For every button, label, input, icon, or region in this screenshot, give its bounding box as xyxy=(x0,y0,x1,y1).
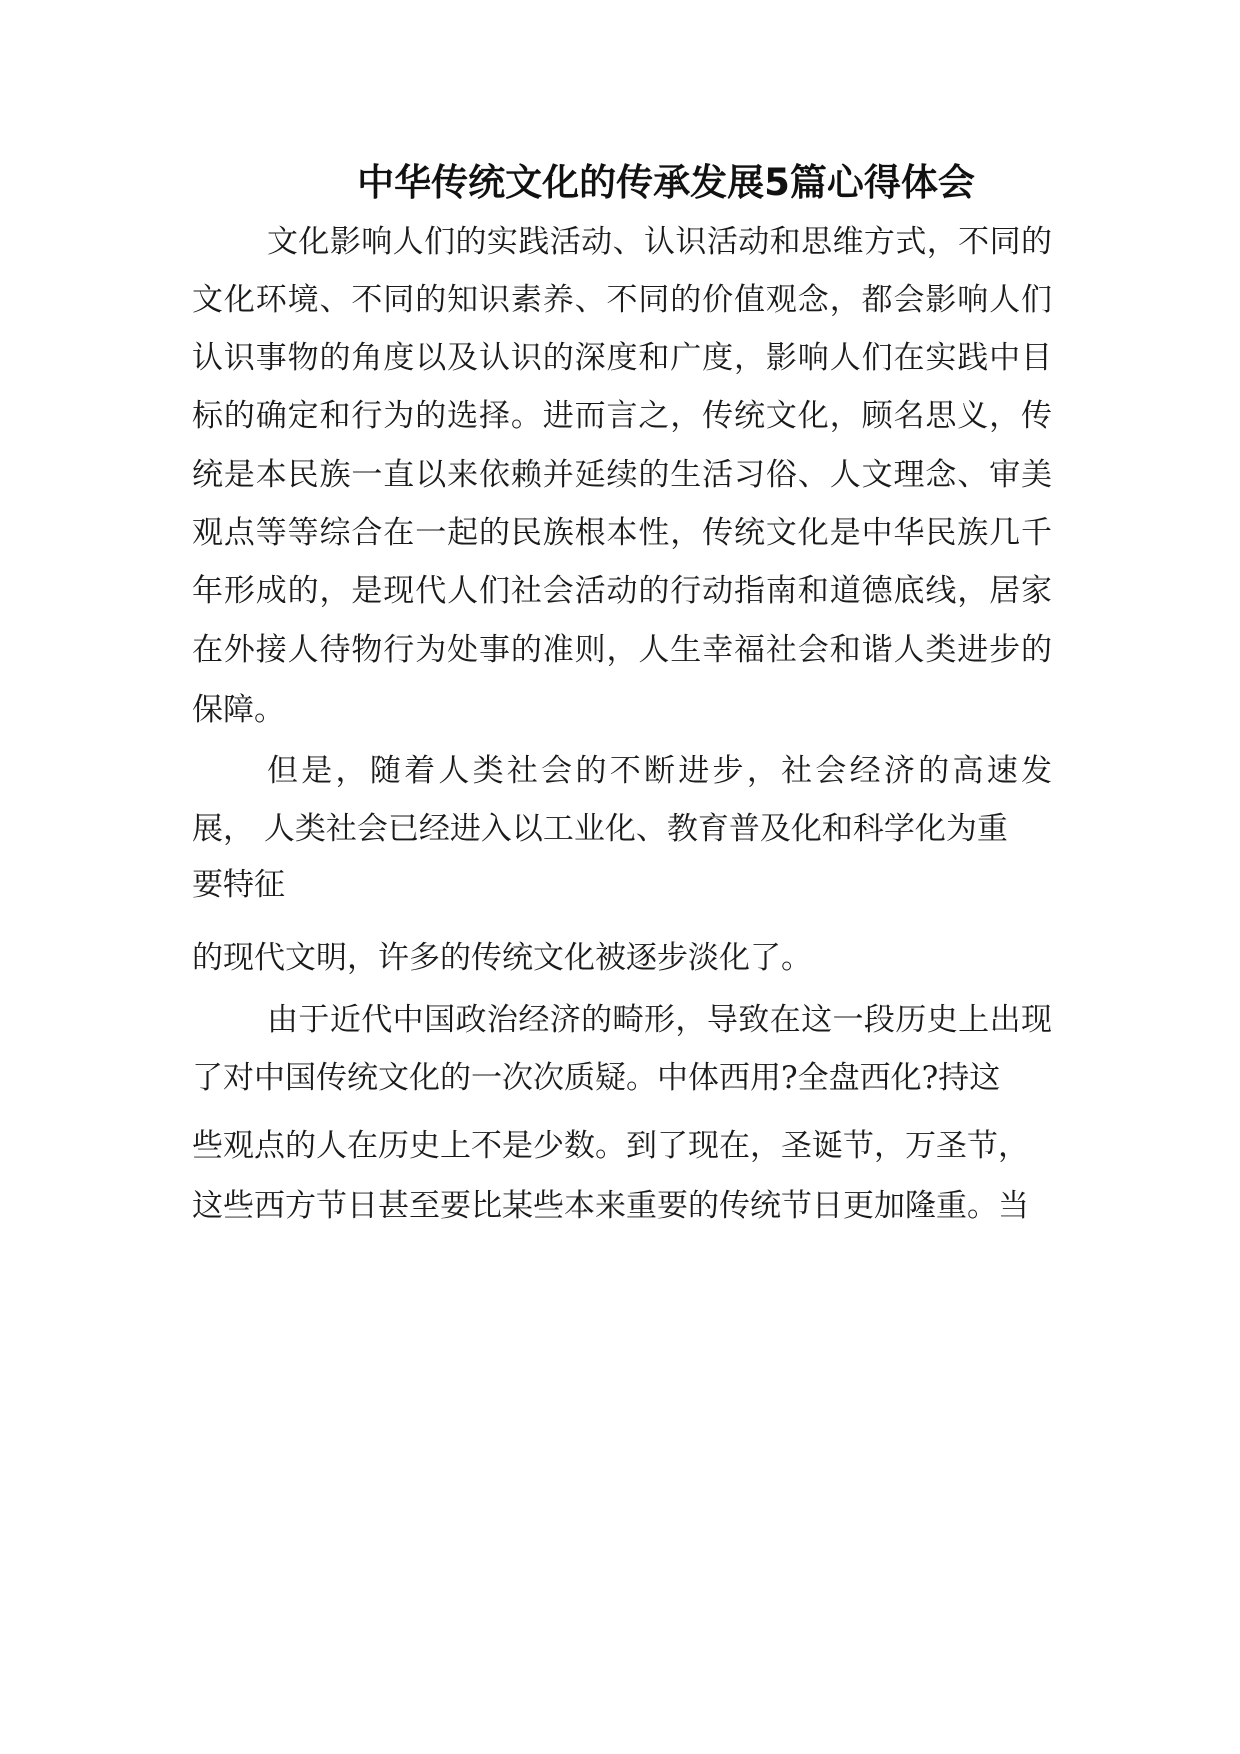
paragraph-line: 但是，随着人类社会的不断进步，社会经济的高速发 xyxy=(267,753,1052,789)
paragraph-line: 些观点的人在历史上不是少数。到了现在，圣诞节，万圣节， xyxy=(192,1128,1029,1164)
paragraph-line: 了对中国传统文化的一次次质疑。中体西用?全盘西化?持这 xyxy=(192,1060,1001,1096)
paragraph-line: 的现代文明，许多的传统文化被逐步淡化了。 xyxy=(192,940,812,976)
paragraph-line: 保障。 xyxy=(192,692,285,728)
document-title: 中华传统文化的传承发展5篇心得体会 xyxy=(357,161,975,204)
paragraph-line: 由于近代中国政治经济的畸形，导致在这一段历史上出现 xyxy=(267,1002,1052,1038)
paragraph-line: 统是本民族一直以来依赖并延续的生活习俗、人文理念、审美 xyxy=(192,457,1052,493)
paragraph-line: 认识事物的角度以及认识的深度和广度，影响人们在实践中目 xyxy=(192,340,1052,376)
paragraph-line: 这些西方节日甚至要比某些本来重要的传统节日更加隆重。当 xyxy=(192,1188,1029,1224)
paragraph-line: 展， 人类社会已经进入以工业化、教育普及化和科学化为重 xyxy=(192,811,1008,847)
paragraph-line: 在外接人待物行为处事的准则，人生幸福社会和谐人类进步的 xyxy=(192,632,1052,668)
paragraph-line: 标的确定和行为的选择。进而言之，传统文化，顾名思义，传 xyxy=(192,398,1052,434)
paragraph-line: 观点等等综合在一起的民族根本性，传统文化是中华民族几千 xyxy=(192,515,1052,551)
paragraph-line: 文化影响人们的实践活动、认识活动和思维方式，不同的 xyxy=(267,224,1052,260)
paragraph-line: 文化环境、不同的知识素养、不同的价值观念，都会影响人们 xyxy=(192,282,1052,318)
paragraph-line: 要特征 xyxy=(192,867,285,903)
paragraph-line: 年形成的，是现代人们社会活动的行动指南和道德底线，居家 xyxy=(192,573,1052,609)
